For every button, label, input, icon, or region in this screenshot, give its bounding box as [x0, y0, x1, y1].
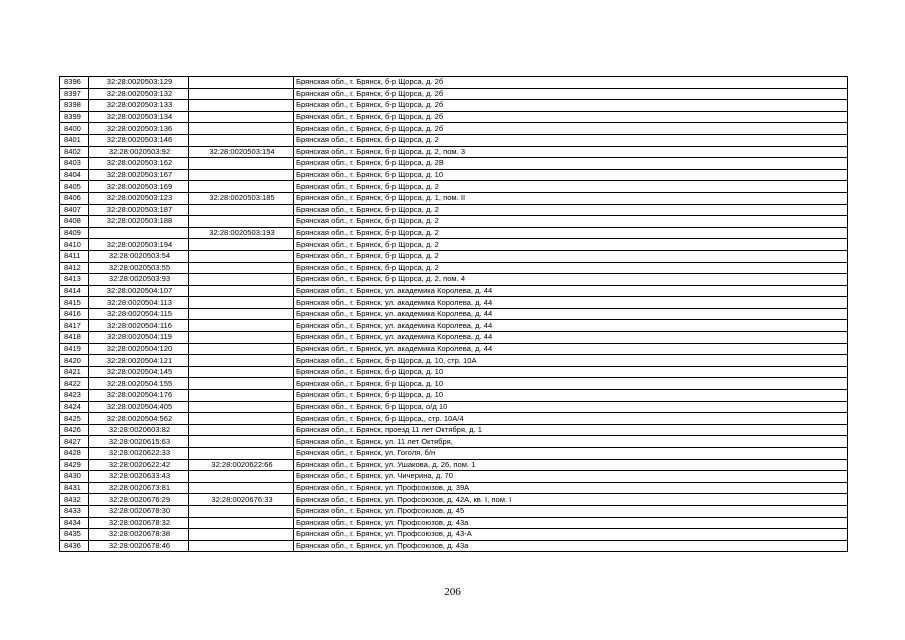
- cadastral-number-cell: 32:28:0020633:43: [89, 471, 189, 483]
- address-cell: Брянская обл., г. Брянск, проезд 11 лет Октября, д. 1: [294, 424, 848, 436]
- page-number: 206: [444, 586, 461, 598]
- cadastral-number-cell: 32:28:0020504:145: [89, 366, 189, 378]
- cadastral-number-cell: 32:28:0020503:136: [89, 123, 189, 135]
- related-cadastral-number-cell: [189, 540, 294, 552]
- related-cadastral-number-cell: [189, 77, 294, 89]
- table-row: [60, 123, 848, 135]
- cadastral-number-cell: 32:28:0020504:405: [89, 401, 189, 413]
- cadastral-number-cell: 32:28:0020503:93: [89, 274, 189, 286]
- address-cell: Брянская обл., г. Брянск, б-р Щорса, д. 2б: [294, 123, 848, 135]
- row-number-cell: 8431: [60, 482, 89, 494]
- row-number-cell: 8418: [60, 332, 89, 344]
- table-row: [60, 471, 848, 483]
- related-cadastral-number-cell: [189, 134, 294, 146]
- related-cadastral-number-cell: [189, 239, 294, 251]
- row-number-cell: 8420: [60, 355, 89, 367]
- table-row: [60, 227, 848, 239]
- row-number-cell: 8427: [60, 436, 89, 448]
- address-cell: Брянская обл., г. Брянск, ул. Профсоюзов, д. 42А, кв. I, пом. I: [294, 494, 848, 506]
- table-row: [60, 448, 848, 460]
- table-row: [60, 181, 848, 193]
- address-cell: Брянская обл., г. Брянск, б-р Щорса, д. 1, пом. II: [294, 192, 848, 204]
- table-row: [60, 297, 848, 309]
- table-row: [60, 77, 848, 89]
- row-number-cell: 8416: [60, 308, 89, 320]
- cadastral-number-cell: 32:28:0020503:132: [89, 88, 189, 100]
- cadastral-number-cell: 32:28:0020678:38: [89, 529, 189, 541]
- table-row: [60, 169, 848, 181]
- table-row: [60, 134, 848, 146]
- address-cell: Брянская обл., г. Брянск, ул. 11 лет Октября,: [294, 436, 848, 448]
- related-cadastral-number-cell: [189, 471, 294, 483]
- address-cell: Брянская обл., г. Брянск, ул. академика Королева, д. 44: [294, 343, 848, 355]
- row-number-cell: 8417: [60, 320, 89, 332]
- related-cadastral-number-cell: [189, 88, 294, 100]
- table-row: [60, 482, 848, 494]
- related-cadastral-number-cell: [189, 320, 294, 332]
- cadastral-number-cell: 32:28:0020504:115: [89, 308, 189, 320]
- row-number-cell: 8436: [60, 540, 89, 552]
- related-cadastral-number-cell: [189, 482, 294, 494]
- row-number-cell: 8407: [60, 204, 89, 216]
- table-row: [60, 88, 848, 100]
- row-number-cell: 8425: [60, 413, 89, 425]
- row-number-cell: 8404: [60, 169, 89, 181]
- related-cadastral-number-cell: [189, 158, 294, 170]
- address-cell: Брянская обл., г. Брянск, б-р Щорса, д. 2: [294, 134, 848, 146]
- table-row: [60, 250, 848, 262]
- related-cadastral-number-cell: 32:28:0020622:66: [189, 459, 294, 471]
- related-cadastral-number-cell: [189, 262, 294, 274]
- related-cadastral-number-cell: [189, 216, 294, 228]
- row-number-cell: 8402: [60, 146, 89, 158]
- cadastral-number-cell: 32:28:0020503:134: [89, 111, 189, 123]
- related-cadastral-number-cell: [189, 390, 294, 402]
- address-cell: Брянская обл., г. Брянск, б-р Щорса, д. 10: [294, 169, 848, 181]
- cadastral-number-cell: 32:28:0020504:176: [89, 390, 189, 402]
- address-cell: Брянская обл., г. Брянск, ул. академика Королева, д. 44: [294, 308, 848, 320]
- cadastral-number-cell: 32:28:0020503:123: [89, 192, 189, 204]
- related-cadastral-number-cell: [189, 308, 294, 320]
- related-cadastral-number-cell: [189, 436, 294, 448]
- row-number-cell: 8397: [60, 88, 89, 100]
- table-row: [60, 413, 848, 425]
- address-cell: Брянская обл., г. Брянск, б-р Щорса, д. 10: [294, 366, 848, 378]
- related-cadastral-number-cell: [189, 297, 294, 309]
- table-row: [60, 146, 848, 158]
- address-cell: Брянская обл., г. Брянск, б-р Щорса, д. 10: [294, 390, 848, 402]
- row-number-cell: 8429: [60, 459, 89, 471]
- table-row: [60, 517, 848, 529]
- table-row: [60, 216, 848, 228]
- row-number-cell: 8399: [60, 111, 89, 123]
- related-cadastral-number-cell: [189, 505, 294, 517]
- address-cell: Брянская обл., г. Брянск, б-р Щорса, д. 10, стр. 10А: [294, 355, 848, 367]
- address-cell: Брянская обл., г. Брянск, б-р Щорса, д. 10: [294, 378, 848, 390]
- address-cell: Брянская обл., г. Брянск, б-р Щорса, д. 2б: [294, 100, 848, 112]
- related-cadastral-number-cell: 32:28:0020676:33: [189, 494, 294, 506]
- cadastral-number-cell: 32:28:0020603:82: [89, 424, 189, 436]
- related-cadastral-number-cell: [189, 123, 294, 135]
- address-cell: Брянская обл., г. Брянск, б-р Щорса, д. 2, пом. 3: [294, 146, 848, 158]
- address-cell: Брянская обл., г. Брянск, б-р Щорса, д. 2: [294, 262, 848, 274]
- table-row: [60, 320, 848, 332]
- cadastral-number-cell: 32:28:0020673:81: [89, 482, 189, 494]
- cadastral-number-cell: 32:28:0020504:155: [89, 378, 189, 390]
- registry-table: [59, 76, 848, 552]
- table-row: [60, 111, 848, 123]
- table-row: [60, 540, 848, 552]
- related-cadastral-number-cell: [189, 204, 294, 216]
- cadastral-number-cell: 32:28:0020504:116: [89, 320, 189, 332]
- cadastral-number-cell: 32:28:0020503:146: [89, 134, 189, 146]
- address-cell: Брянская обл., г. Брянск, б-р Щорса, д. 2, пом. 4: [294, 274, 848, 286]
- related-cadastral-number-cell: [189, 274, 294, 286]
- cadastral-number-cell: [89, 227, 189, 239]
- address-cell: Брянская обл., г. Брянск, б-р Щорса, д. 2В: [294, 158, 848, 170]
- cadastral-number-cell: 32:28:0020503:194: [89, 239, 189, 251]
- cadastral-number-cell: 32:28:0020503:169: [89, 181, 189, 193]
- related-cadastral-number-cell: [189, 378, 294, 390]
- related-cadastral-number-cell: [189, 448, 294, 460]
- row-number-cell: 8413: [60, 274, 89, 286]
- row-number-cell: 8430: [60, 471, 89, 483]
- related-cadastral-number-cell: [189, 517, 294, 529]
- row-number-cell: 8428: [60, 448, 89, 460]
- row-number-cell: 8406: [60, 192, 89, 204]
- address-cell: Брянская обл., г. Брянск, ул. Гоголя, б/н: [294, 448, 848, 460]
- row-number-cell: 8424: [60, 401, 89, 413]
- address-cell: Брянская обл., г. Брянск, ул. Профсоюзов, д. 43а: [294, 517, 848, 529]
- cadastral-number-cell: 32:28:0020504:121: [89, 355, 189, 367]
- related-cadastral-number-cell: [189, 250, 294, 262]
- cadastral-number-cell: 32:28:0020622:42: [89, 459, 189, 471]
- address-cell: Брянская обл., г. Брянск, ул. Профсоюзов, д. 45: [294, 505, 848, 517]
- table-row: [60, 401, 848, 413]
- row-number-cell: 8401: [60, 134, 89, 146]
- table-row: [60, 390, 848, 402]
- related-cadastral-number-cell: [189, 100, 294, 112]
- cadastral-number-cell: 32:28:0020676:29: [89, 494, 189, 506]
- table-row: [60, 378, 848, 390]
- row-number-cell: 8419: [60, 343, 89, 355]
- table-row: [60, 436, 848, 448]
- address-cell: Брянская обл., г. Брянск, ул. академика Королева, д. 44: [294, 332, 848, 344]
- row-number-cell: 8421: [60, 366, 89, 378]
- address-cell: Брянская обл., г. Брянск, б-р Щорса, д. 2б: [294, 111, 848, 123]
- table-row: [60, 332, 848, 344]
- row-number-cell: 8405: [60, 181, 89, 193]
- address-cell: Брянская обл., г. Брянск, ул. Профсоюзов, д. 43-А: [294, 529, 848, 541]
- row-number-cell: 8434: [60, 517, 89, 529]
- table-row: [60, 459, 848, 471]
- cadastral-number-cell: 32:28:0020504:119: [89, 332, 189, 344]
- table-row: [60, 355, 848, 367]
- cadastral-number-cell: 32:28:0020503:54: [89, 250, 189, 262]
- cadastral-number-cell: 32:28:0020503:187: [89, 204, 189, 216]
- table-row: [60, 239, 848, 251]
- address-cell: Брянская обл., г. Брянск, б-р Щорса,, стр. 10А/4: [294, 413, 848, 425]
- table-row: [60, 285, 848, 297]
- row-number-cell: 8409: [60, 227, 89, 239]
- row-number-cell: 8398: [60, 100, 89, 112]
- related-cadastral-number-cell: 32:28:0020503:193: [189, 227, 294, 239]
- address-cell: Брянская обл., г. Брянск, б-р Щорса, д. 2б: [294, 77, 848, 89]
- address-cell: Брянская обл., г. Брянск, б-р Щорса, д. 2б: [294, 88, 848, 100]
- cadastral-number-cell: 32:28:0020503:129: [89, 77, 189, 89]
- related-cadastral-number-cell: [189, 343, 294, 355]
- row-number-cell: 8396: [60, 77, 89, 89]
- related-cadastral-number-cell: [189, 332, 294, 344]
- address-cell: Брянская обл., г. Брянск, ул. академика Королева, д. 44: [294, 297, 848, 309]
- cadastral-number-cell: 32:28:0020678:46: [89, 540, 189, 552]
- address-cell: Брянская обл., г. Брянск, б-р Щорса, о/д 10: [294, 401, 848, 413]
- table-row: [60, 529, 848, 541]
- table-row: [60, 343, 848, 355]
- row-number-cell: 8408: [60, 216, 89, 228]
- related-cadastral-number-cell: [189, 401, 294, 413]
- related-cadastral-number-cell: [189, 529, 294, 541]
- cadastral-number-cell: 32:28:0020503:167: [89, 169, 189, 181]
- table-row: [60, 262, 848, 274]
- cadastral-number-cell: 32:28:0020622:33: [89, 448, 189, 460]
- row-number-cell: 8403: [60, 158, 89, 170]
- related-cadastral-number-cell: [189, 285, 294, 297]
- address-cell: Брянская обл., г. Брянск, б-р Щорса, д. 2: [294, 250, 848, 262]
- related-cadastral-number-cell: [189, 355, 294, 367]
- table-body: [60, 77, 848, 552]
- cadastral-number-cell: 32:28:0020678:30: [89, 505, 189, 517]
- table-row: [60, 158, 848, 170]
- related-cadastral-number-cell: 32:28:0020503:185: [189, 192, 294, 204]
- cadastral-number-cell: 32:28:0020503:133: [89, 100, 189, 112]
- related-cadastral-number-cell: [189, 169, 294, 181]
- cadastral-number-cell: 32:28:0020503:188: [89, 216, 189, 228]
- cadastral-number-cell: 32:28:0020503:92: [89, 146, 189, 158]
- table-row: [60, 366, 848, 378]
- address-cell: Брянская обл., г. Брянск, ул. Профсоюзов, д. 39А: [294, 482, 848, 494]
- row-number-cell: 8422: [60, 378, 89, 390]
- address-cell: Брянская обл., г. Брянск, б-р Щорса, д. 2: [294, 204, 848, 216]
- table-row: [60, 192, 848, 204]
- row-number-cell: 8415: [60, 297, 89, 309]
- table-row: [60, 274, 848, 286]
- table-row: [60, 505, 848, 517]
- related-cadastral-number-cell: [189, 424, 294, 436]
- address-cell: Брянская обл., г. Брянск, б-р Щорса, д. 2: [294, 239, 848, 251]
- related-cadastral-number-cell: [189, 111, 294, 123]
- address-cell: Брянская обл., г. Брянск, б-р Щорса, д. 2: [294, 181, 848, 193]
- row-number-cell: 8411: [60, 250, 89, 262]
- table-row: [60, 204, 848, 216]
- cadastral-number-cell: 32:28:0020504:113: [89, 297, 189, 309]
- table-row: [60, 308, 848, 320]
- address-cell: Брянская обл., г. Брянск, ул. Профсоюзов, д. 43а: [294, 540, 848, 552]
- address-cell: Брянская обл., г. Брянск, б-р Щорса, д. 2: [294, 227, 848, 239]
- row-number-cell: 8410: [60, 239, 89, 251]
- related-cadastral-number-cell: 32:28:0020503:154: [189, 146, 294, 158]
- cadastral-number-cell: 32:28:0020504:120: [89, 343, 189, 355]
- related-cadastral-number-cell: [189, 413, 294, 425]
- address-cell: Брянская обл., г. Брянск, ул. академика Королева, д. 44: [294, 285, 848, 297]
- address-cell: Брянская обл., г. Брянск, ул. Чичерина, д. 70: [294, 471, 848, 483]
- row-number-cell: 8412: [60, 262, 89, 274]
- cadastral-number-cell: 32:28:0020504:107: [89, 285, 189, 297]
- row-number-cell: 8426: [60, 424, 89, 436]
- address-cell: Брянская обл., г. Брянск, ул. академика Королева, д. 44: [294, 320, 848, 332]
- table-row: [60, 424, 848, 436]
- row-number-cell: 8433: [60, 505, 89, 517]
- related-cadastral-number-cell: [189, 366, 294, 378]
- row-number-cell: 8432: [60, 494, 89, 506]
- row-number-cell: 8414: [60, 285, 89, 297]
- cadastral-number-cell: 32:28:0020615:63: [89, 436, 189, 448]
- row-number-cell: 8435: [60, 529, 89, 541]
- table-row: [60, 100, 848, 112]
- cadastral-number-cell: 32:28:0020504:562: [89, 413, 189, 425]
- table-row: [60, 494, 848, 506]
- related-cadastral-number-cell: [189, 181, 294, 193]
- row-number-cell: 8423: [60, 390, 89, 402]
- cadastral-number-cell: 32:28:0020678:32: [89, 517, 189, 529]
- cadastral-number-cell: 32:28:0020503:55: [89, 262, 189, 274]
- address-cell: Брянская обл., г. Брянск, ул. Ушакова, д. 26, пом. 1: [294, 459, 848, 471]
- address-cell: Брянская обл., г. Брянск, б-р Щорса, д. 2: [294, 216, 848, 228]
- cadastral-number-cell: 32:28:0020503:162: [89, 158, 189, 170]
- row-number-cell: 8400: [60, 123, 89, 135]
